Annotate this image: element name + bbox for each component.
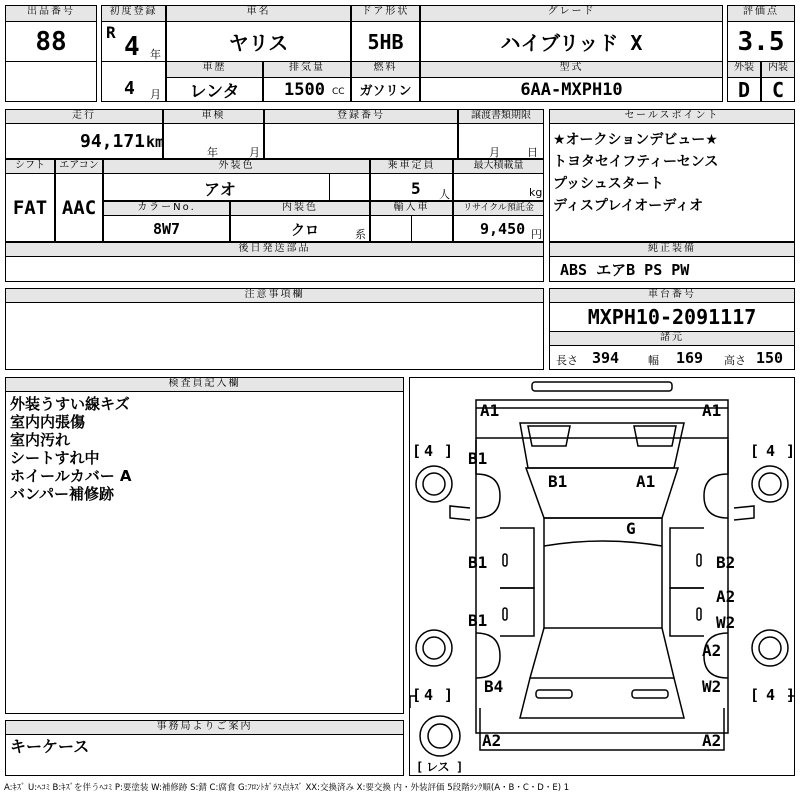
mark-rear-left-quarter: B4 xyxy=(484,677,504,696)
roof xyxy=(544,518,662,628)
ac: AAC xyxy=(55,173,103,242)
mark-front-door-left: B1 xyxy=(468,553,488,572)
score-label: 評価点 xyxy=(727,5,795,22)
ext-color-cell xyxy=(103,173,330,201)
office-note: キーケース xyxy=(10,737,90,756)
spare-bracket-open: [ xyxy=(416,760,424,774)
mark-front-right: A1 xyxy=(702,401,722,420)
sales-points-list xyxy=(549,123,795,242)
inspector-label: 検査員記入欄 xyxy=(5,377,404,392)
mark-rear-door-left: B1 xyxy=(468,611,488,630)
capacity: 5 xyxy=(411,179,421,198)
rear-bumper xyxy=(480,708,724,750)
mileage-cell xyxy=(5,123,163,159)
tire-fr-value: 4 xyxy=(766,442,776,460)
mark-rear-door-right-w: W2 xyxy=(716,613,736,632)
office-label: 事務局よりご案内 xyxy=(5,720,404,735)
first-reg-month-cell xyxy=(101,61,166,102)
tire-rear-left xyxy=(416,630,452,666)
era: R xyxy=(106,23,116,42)
int-color-unit: 系 xyxy=(355,228,366,241)
first-reg-year-cell xyxy=(101,21,166,62)
capacity-cell xyxy=(370,173,453,201)
door-label: ドア形状 xyxy=(351,5,420,22)
notes-label: 注意事項欄 xyxy=(5,288,544,303)
height-label: 高さ xyxy=(724,354,746,367)
transfer-day-unit: 日 xyxy=(527,146,538,159)
score: 3.5 xyxy=(727,21,795,62)
import-label: 輸入車 xyxy=(370,201,453,216)
mark-fender-left: B1 xyxy=(468,449,488,468)
recycle-unit: 円 xyxy=(531,228,542,241)
ext-color-label: 外装色 xyxy=(103,159,370,174)
model: 6AA-MXPH10 xyxy=(420,77,723,102)
tire-front-left xyxy=(416,466,452,502)
tire-fr-bracket-open: [ xyxy=(750,442,760,460)
year-unit: 年 xyxy=(150,48,161,61)
car-diagram xyxy=(409,377,795,776)
model-label: 型式 xyxy=(420,61,723,78)
sales-point-item: トヨタセイフティーセンス xyxy=(553,154,719,170)
exterior-label: 外装 xyxy=(727,61,761,78)
door-type: 5HB xyxy=(351,21,420,62)
inspector-line: ホイールカバー A xyxy=(10,467,132,485)
chassis-label: 車台番号 xyxy=(549,288,795,303)
color-no-label: カラーNo. xyxy=(103,201,230,216)
recycle-cell xyxy=(453,215,544,242)
history-label: 車歴 xyxy=(166,61,263,78)
mark-rear-door-right-a: A2 xyxy=(716,587,736,606)
lot-number: 88 xyxy=(5,21,97,62)
body-outline xyxy=(476,438,728,733)
dims-label: 諸元 xyxy=(549,331,795,346)
front-panel xyxy=(476,400,728,438)
mark-hood-left: B1 xyxy=(548,472,568,491)
dims-cell xyxy=(549,345,795,370)
equipment: ABS エアB PS PW xyxy=(549,256,795,282)
max-load-unit: kg xyxy=(529,186,543,199)
width-label: 幅 xyxy=(648,354,659,367)
car-name: ヤリス xyxy=(166,21,351,62)
chassis-number: MXPH10-2091117 xyxy=(549,302,795,332)
history: レンタ xyxy=(166,77,263,102)
spare-value: レス xyxy=(426,760,450,774)
fuel-label: 燃料 xyxy=(351,61,420,78)
width: 169 xyxy=(676,349,704,367)
recycle-label: リサイクル預託金 xyxy=(453,201,544,216)
tire-rear-right xyxy=(752,630,788,666)
reg-no-cell xyxy=(264,123,458,159)
mark-quarter-right-w: W2 xyxy=(702,677,722,696)
max-load-cell xyxy=(453,173,544,201)
car-diagram-svg xyxy=(410,378,794,775)
mileage-label: 走行 xyxy=(5,109,163,124)
sales-point-item: プッシュスタート xyxy=(553,176,664,192)
int-color: クロ xyxy=(291,223,319,239)
tire-rl-value: 4 xyxy=(424,686,434,704)
tire-rl-bracket-open: [ xyxy=(412,686,422,704)
reg-month: 4 xyxy=(124,78,135,99)
import-cell-b xyxy=(411,215,453,242)
notes-cell xyxy=(5,302,544,370)
mark-quarter-right-a: A2 xyxy=(702,641,722,660)
office-cell xyxy=(5,734,404,776)
rear-window xyxy=(530,628,674,678)
length-label: 長さ xyxy=(556,354,578,367)
color-no: 8W7 xyxy=(103,215,230,242)
equipment-label: 純正装備 xyxy=(549,242,795,257)
mark-front-left: A1 xyxy=(480,401,500,420)
displacement-label: 排気量 xyxy=(263,61,351,78)
tire-rr-bracket-close: ] xyxy=(786,686,796,704)
inspector-notes xyxy=(5,391,404,714)
first-reg-label: 初度登録 xyxy=(101,5,166,22)
capacity-label: 乗車定員 xyxy=(370,159,453,174)
inspector-line: バンパー補修跡 xyxy=(10,485,114,503)
int-color-cell xyxy=(230,215,370,242)
grade: ハイブリッド X xyxy=(420,21,723,62)
sales-point-item: ディスプレイオーディオ xyxy=(553,198,704,214)
transfer-label: 譲渡書類期限 xyxy=(458,109,544,124)
lot-label: 出品番号 xyxy=(5,5,97,22)
shift: FAT xyxy=(5,173,55,242)
inspection-month-unit: 月 xyxy=(249,146,260,159)
front-bumper-bar xyxy=(532,382,672,391)
mileage: 94,171 xyxy=(80,131,146,152)
int-color-label: 内装色 xyxy=(230,201,370,216)
tire-rl-bracket-close: ] xyxy=(444,686,454,704)
length: 394 xyxy=(592,349,620,367)
inspection-cell xyxy=(163,123,264,159)
tire-rr-bracket-open: [ xyxy=(750,686,760,704)
tire-fl-bracket-close: ] xyxy=(444,442,454,460)
mark-rear-right: A2 xyxy=(702,731,722,750)
ext-color-extra xyxy=(329,173,370,201)
capacity-unit: 人 xyxy=(439,188,450,201)
displacement-unit: CC xyxy=(332,87,345,97)
transfer-month-unit: 月 xyxy=(489,146,500,159)
ac-label: エアコン xyxy=(55,159,103,174)
inspection-year-unit: 年 xyxy=(207,146,218,159)
shift-label: シフト xyxy=(5,159,55,174)
car-name-label: 車名 xyxy=(166,5,351,22)
legend: A:ｷｽﾞ U:ﾍｺﾐ B:ｷｽﾞを伴うﾍｺﾐ P:要塗装 W:補修跡 S:錆 C:腐食 G:ﾌﾛﾝﾄｶﾞﾗｽ点ｷｽﾞ XX:交換済み X:要交換 内・外装評価 5段階ﾗﾝｸ順(A・B・C・D・E) 1 xyxy=(4,783,570,793)
inspection-label: 車検 xyxy=(163,109,264,124)
interior-label: 内装 xyxy=(761,61,795,78)
import-cell-a xyxy=(370,215,412,242)
mileage-unit: km xyxy=(146,133,165,151)
grade-label: グレード xyxy=(420,5,723,22)
sales-points-label: セールスポイント xyxy=(549,109,795,124)
later-parts-label: 後日発送部品 xyxy=(5,242,544,257)
mark-front-door-right: B2 xyxy=(716,553,736,572)
mark-hood-right: A1 xyxy=(636,472,656,491)
reg-year: 4 xyxy=(124,32,140,62)
inspector-line: シートすれ中 xyxy=(10,449,100,467)
tire-front-right xyxy=(752,466,788,502)
month-unit: 月 xyxy=(150,88,161,101)
tire-fl-value: 4 xyxy=(424,442,434,460)
displacement: 1500 xyxy=(284,80,325,100)
later-parts-cell xyxy=(5,256,544,282)
sales-point-item: ★オークションデビュー★ xyxy=(553,132,718,148)
displacement-cell xyxy=(263,77,351,102)
inspector-line: 室内内張傷 xyxy=(10,413,86,431)
fuel: ガソリン xyxy=(351,77,420,102)
mark-rear-left: A2 xyxy=(482,731,502,750)
max-load-label: 最大積載量 xyxy=(453,159,544,174)
transfer-cell xyxy=(458,123,544,159)
tire-fr-bracket-close: ] xyxy=(786,442,796,460)
lot-blank xyxy=(5,61,97,102)
tire-spare xyxy=(420,716,460,756)
spare-bracket-close: ] xyxy=(456,760,464,774)
reg-no-label: 登録番号 xyxy=(264,109,458,124)
tire-fl-bracket-open: [ xyxy=(412,442,422,460)
recycle: 9,450 xyxy=(480,220,526,238)
tire-rr-value: 4 xyxy=(766,686,776,704)
mark-windshield: G xyxy=(626,519,636,538)
inspector-line: 室内汚れ xyxy=(10,431,71,449)
height: 150 xyxy=(756,349,784,367)
inspector-line: 外装うすい線キズ xyxy=(10,395,130,413)
ext-color: アオ xyxy=(204,180,236,199)
exterior-score: D xyxy=(727,77,761,102)
interior-score: C xyxy=(761,77,795,102)
